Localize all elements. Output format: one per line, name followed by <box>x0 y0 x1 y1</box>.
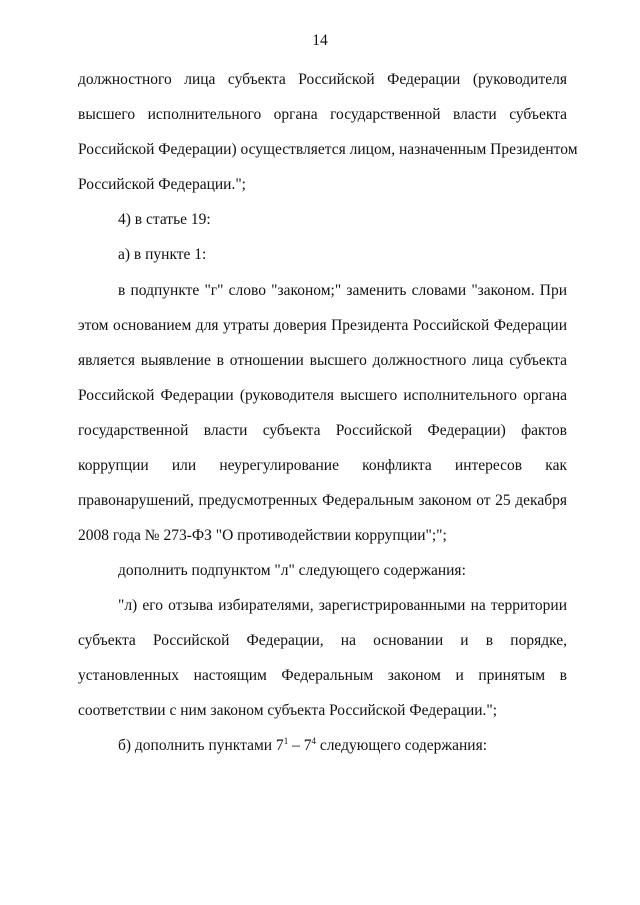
text-line: коррупции или неурегулирование конфликта интересов как <box>78 457 567 474</box>
text-line: соответствии с ним законом субъекта Российской Федерации."; <box>78 702 498 719</box>
paragraph-line: а) в пункте 1: <box>118 246 207 263</box>
text-line: Российской Федерации) осуществляется лицом, назначенным Президентом <box>78 141 578 158</box>
text-line: 2008 года № 273-ФЗ "О противодействии коррупции";"; <box>78 527 447 544</box>
text-span: следующего содержания: <box>315 737 488 754</box>
paragraph-line: в подпункте "г" слово "законом;" заменить словами "законом. При <box>118 282 567 299</box>
paragraph-line-with-superscripts <box>118 736 487 756</box>
superscript: 1 <box>283 736 289 746</box>
page-number: 14 <box>312 32 328 49</box>
text-line: должностного лица субъекта Российской Федерации (руководителя <box>78 71 567 88</box>
text-line: правонарушений, предусмотренных Федеральным законом от 25 декабря <box>78 492 567 509</box>
paragraph-line: 4) в статье 19: <box>118 211 211 228</box>
text-line: является выявление в отношении высшего должностного лица субъекта <box>78 352 567 369</box>
text-line: Российской Федерации."; <box>78 176 246 193</box>
paragraph-line: дополнить подпунктом "л" следующего содержания: <box>118 562 466 579</box>
paragraph-line: "л) его отзыва избирателями, зарегистрированными на территории <box>118 597 567 614</box>
text-line: субъекта Российской Федерации, на основании и в порядке, <box>78 632 567 649</box>
text-line: этом основанием для утраты доверия Президента Российской Федерации <box>78 317 567 334</box>
superscript: 4 <box>311 736 316 746</box>
text-line: государственной власти субъекта Российской Федерации) фактов <box>78 422 567 439</box>
text-line: установленных настоящим Федеральным законом и принятым в <box>78 667 567 684</box>
text-line: высшего исполнительного органа государственной власти субъекта <box>78 106 567 123</box>
text-span: – 7 <box>288 737 312 754</box>
text-line: Российской Федерации (руководителя высшего исполнительного органа <box>78 387 567 404</box>
text-span: б) дополнить пунктами 7 <box>118 737 284 754</box>
